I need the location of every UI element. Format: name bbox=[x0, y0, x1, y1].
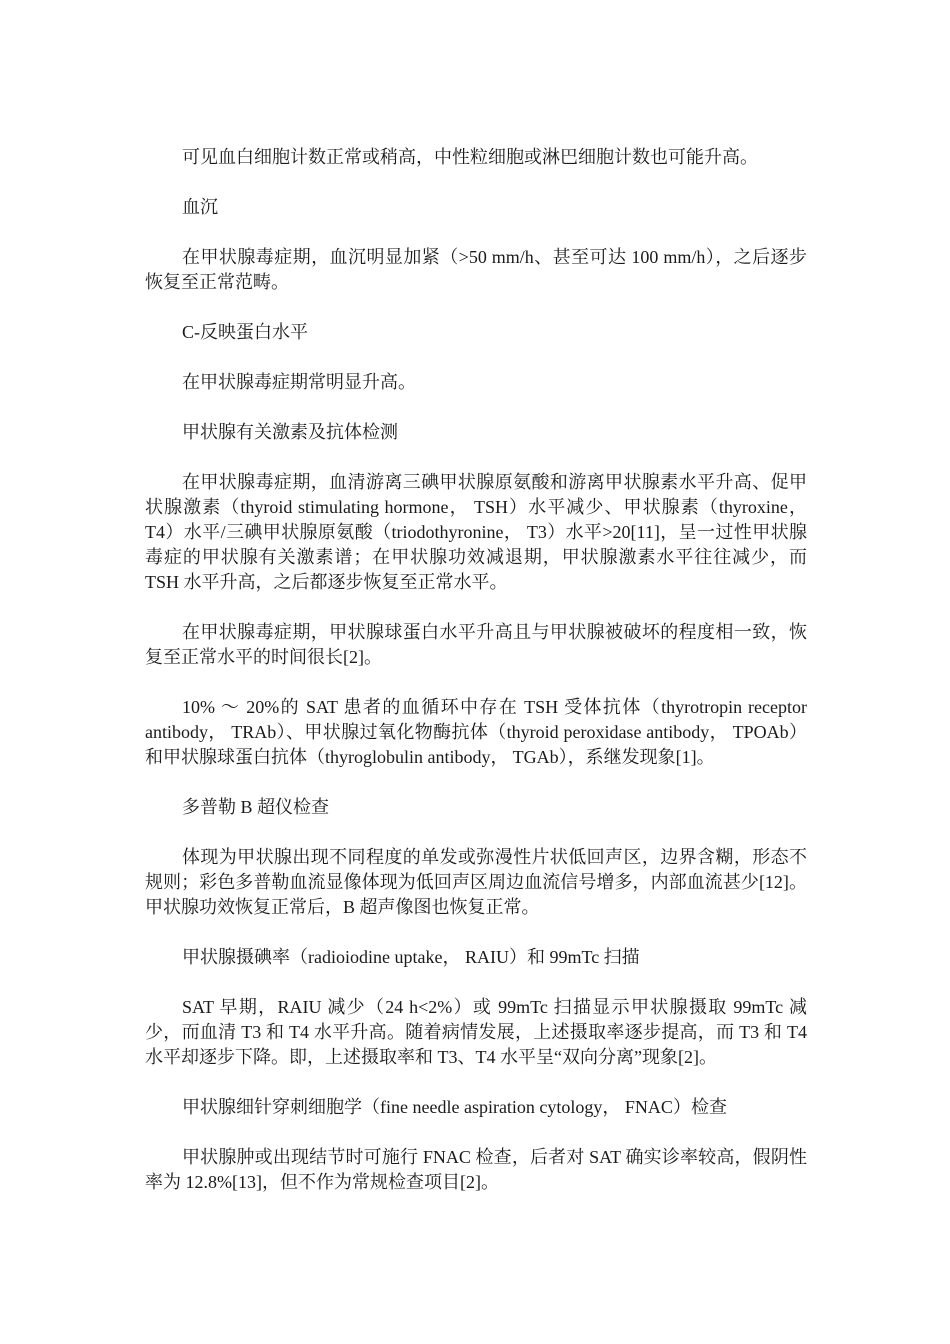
paragraph-fnac: 甲状腺肿或出现结节时可施行 FNAC 检查，后者对 SAT 确实诊率较高，假阴性率为 12.8%[13]，但不作为常规检查项目[2]。 bbox=[145, 1147, 807, 1192]
heading-fnac: 甲状腺细针穿刺细胞学（fine needle aspiration cytology， FNAC）检查 bbox=[182, 1097, 727, 1117]
paragraph-crp: 在甲状腺毒症期常明显升高。 bbox=[182, 372, 416, 392]
paragraph-raiu: SAT 早期，RAIU 减少（24 h<2%）或 99mTc 扫描显示甲状腺摄取 99mTc 减少，而血清 T3 和 T4 水平升高。随着病情发展，上述摄取率逐步提高，而 T3 和 T4 水平却逐步下降。即，上述摄取率和 T3、T4 水平呈“双向分离”现象[2]。 bbox=[145, 997, 807, 1067]
paragraph-hormones: 在甲状腺毒症期，血清游离三碘甲状腺原氨酸和游离甲状腺素水平升高、促甲状腺激素（thyroid stimulating hormone， TSH）水平减少、甲状腺素（thyroxine， T4）水平/三碘甲状腺原氨酸（triodothyronine， T3）水平>20[11]，呈一过性甲状腺毒症的甲状腺有关激素谱；在甲状腺功效减退期，甲状腺激素水平往往减少，而 TSH 水平升高，之后都逐步恢复至正常水平。 bbox=[145, 472, 807, 592]
heading-esr: 血沉 bbox=[182, 197, 218, 217]
paragraph-wbc: 可见血白细胞计数正常或稍高，中性粒细胞或淋巴细胞计数也可能升高。 bbox=[182, 147, 758, 167]
paragraph-antibodies: 10% ～ 20%的 SAT 患者的血循环中存在 TSH 受体抗体（thyrotropin receptor antibody， TRAb）、甲状腺过氧化物酶抗体（thyroid peroxidase antibody， TPOAb）和甲状腺球蛋白抗体（thyroglobulin antibody， TGAb），系继发现象[1]。 bbox=[145, 697, 807, 767]
document-page bbox=[145, 145, 807, 1220]
heading-crp: C-反映蛋白水平 bbox=[182, 322, 308, 342]
paragraph-esr: 在甲状腺毒症期，血沉明显加紧（>50 mm/h、甚至可达 100 mm/h），之后逐步恢复至正常范畴。 bbox=[145, 247, 807, 292]
paragraph-ultrasound: 体现为甲状腺出现不同程度的单发或弥漫性片状低回声区，边界含糊，形态不规则；彩色多普勒血流显像体现为低回声区周边血流信号增多，内部血流甚少[12]。甲状腺功效恢复正常后，B 超声像图也恢复正常。 bbox=[145, 847, 807, 917]
heading-hormones: 甲状腺有关激素及抗体检测 bbox=[182, 422, 398, 442]
heading-ultrasound: 多普勒 B 超仪检查 bbox=[182, 797, 330, 817]
heading-raiu: 甲状腺摄碘率（radioiodine uptake， RAIU）和 99mTc 扫描 bbox=[182, 947, 640, 967]
paragraph-thyroglobulin: 在甲状腺毒症期，甲状腺球蛋白水平升高且与甲状腺被破坏的程度相一致，恢复至正常水平的时间很长[2]。 bbox=[145, 622, 807, 667]
